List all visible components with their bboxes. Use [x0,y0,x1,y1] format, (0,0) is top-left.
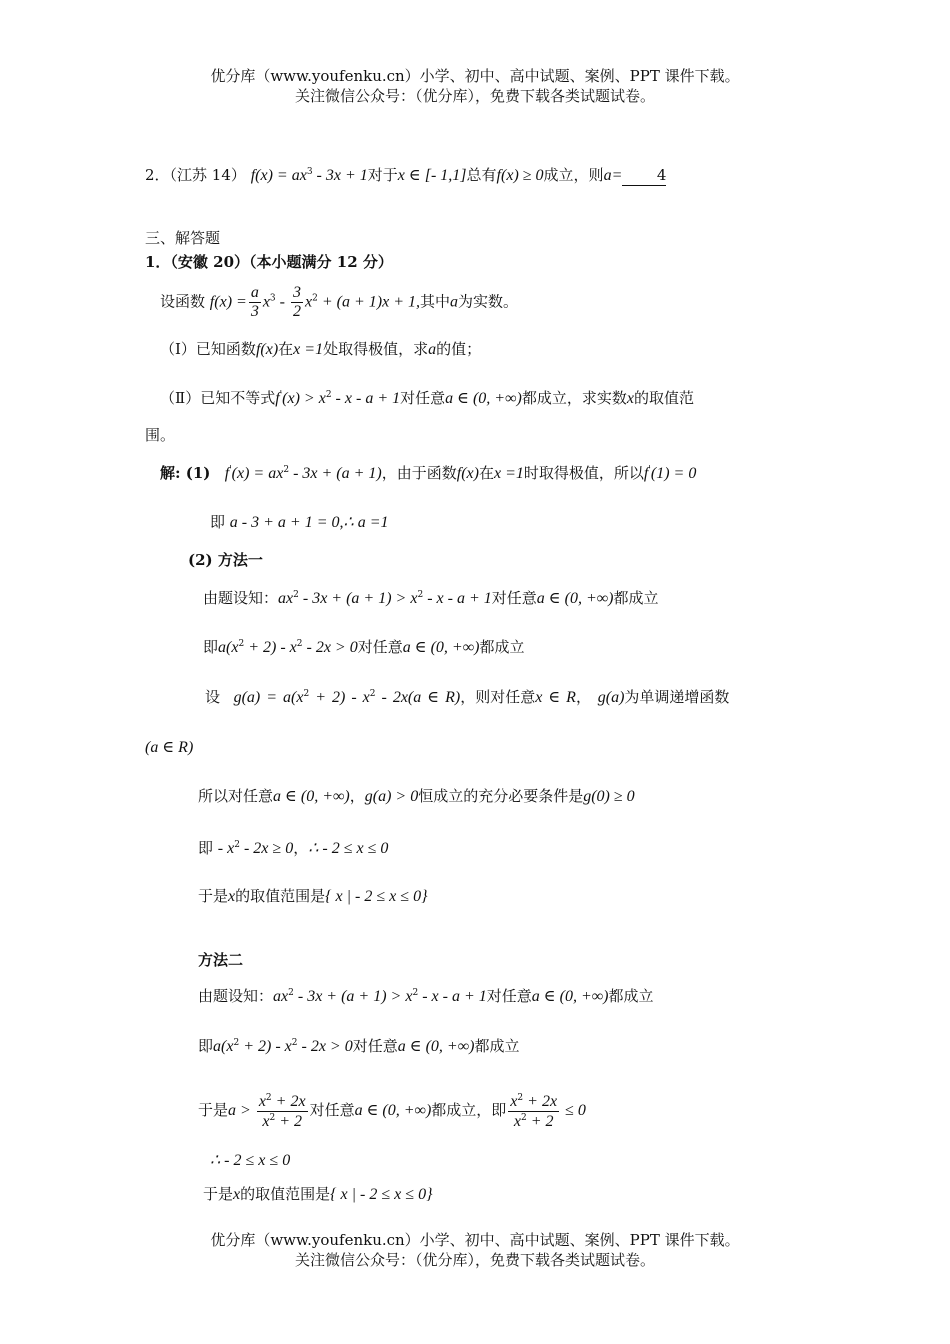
method-2-line-3: 于是a > $\frac{x^2 + 2x}{x^2 + 2}$ 对任意a ∈ (0, +∞)都成立，即 $\frac{x^2 + 2x}{x^2 + 2}$ ≤ 0 [198,1092,586,1130]
method-1-line-6: 于是x的取值范围是{ x | - 2 ≤ x ≤ 0} [198,887,428,905]
method-1-line-3: 设 $g(a) = a(x^2 + 2) - x^2 - 2x(a$ ∈ R)，则对任意x ∈ R， g(a)为单调递增函数 [205,688,730,706]
question-2: 2．（江苏 14） $f(x) = ax^3 - 3x + 1$对于x ∈ [- 1,1]总有f(x) ≥ 0成立，则a= 4 [145,166,667,184]
header-line-2: 关注微信公众号：（优分库），免费下载各类试题试卷。 [294,87,655,105]
method-1-line-1: 由题设知：$ax^2 - 3x + (a + 1) > x^2 - x - a + 1$对任意a ∈ (0, +∞)都成立 [203,589,659,607]
solution-1-result: 即 a - 3 + a + 1 = 0,∴ a =1 [210,513,389,531]
method-1-title: (2) 方法一 [188,551,263,569]
method-2-line-5: 于是x的取值范围是{ x | - 2 ≤ x ≤ 0} [203,1185,433,1203]
header-line-1: 优分库（www.youfenku.cn）小学、初中、高中试题、案例、PPT 课件下载。 [210,67,740,85]
method-2-line-4: ∴ - 2 ≤ x ≤ 0 [210,1152,291,1169]
footer-line-2: 关注微信公众号：（优分库），免费下载各类试题试卷。 [294,1251,655,1269]
question-1-label: 1．（安徽 20）（本小题满分 12 分） [145,253,393,271]
problem-part-2: （Ⅱ）已知不等式$f'(x) > x^2 - x - a + 1$对任意a ∈ (0, +∞)都成立，求实数x的取值范 [160,389,694,407]
method-1-line-5: 即 - $x^2 - 2x \ge 0$，∴ - 2 ≤ x ≤ 0 [198,839,389,857]
solution-1: 解: (1) $f'(x) = ax^2 - 3x + (a + 1)$，由于函数f(x)在x =1时取得极值，所以f'(1) = 0 [160,464,697,482]
method-1-line-2: 即$a(x^2 + 2) - x^2 - 2x > 0$对任意a ∈ (0, +∞)都成立 [203,638,525,656]
section-title: 三、解答题 [145,229,221,247]
method-2-line-2: 即$a(x^2 + 2) - x^2 - 2x > 0$对任意a ∈ (0, +∞)都成立 [198,1037,520,1055]
problem-function: 设函数 f(x) = $\frac{a}{3}$ $x^3$ - $\frac{3}{2}$ $x^2 + (a + 1)x + 1$,其中a为实数。 [160,284,519,320]
method-1-line-3-cont: (a ∈ R) [145,739,194,756]
problem-part-2-cont: 围。 [145,426,176,444]
method-2-title: 方法二 [198,951,244,969]
method-2-line-1: 由题设知：$ax^2 - 3x + (a + 1) > x^2 - x - a + 1$对任意a ∈ (0, +∞)都成立 [198,987,654,1005]
footer-line-1: 优分库（www.youfenku.cn）小学、初中、高中试题、案例、PPT 课件下载。 [210,1231,740,1249]
method-1-line-4: 所以对任意a ∈ (0, +∞)，g(a) > 0恒成立的充分必要条件是g(0) ≥ 0 [198,787,635,805]
answer-blank: 4 [622,165,666,186]
problem-part-1: （Ⅰ）已知函数f(x)在x =1处取得极值，求a的值； [160,340,482,358]
